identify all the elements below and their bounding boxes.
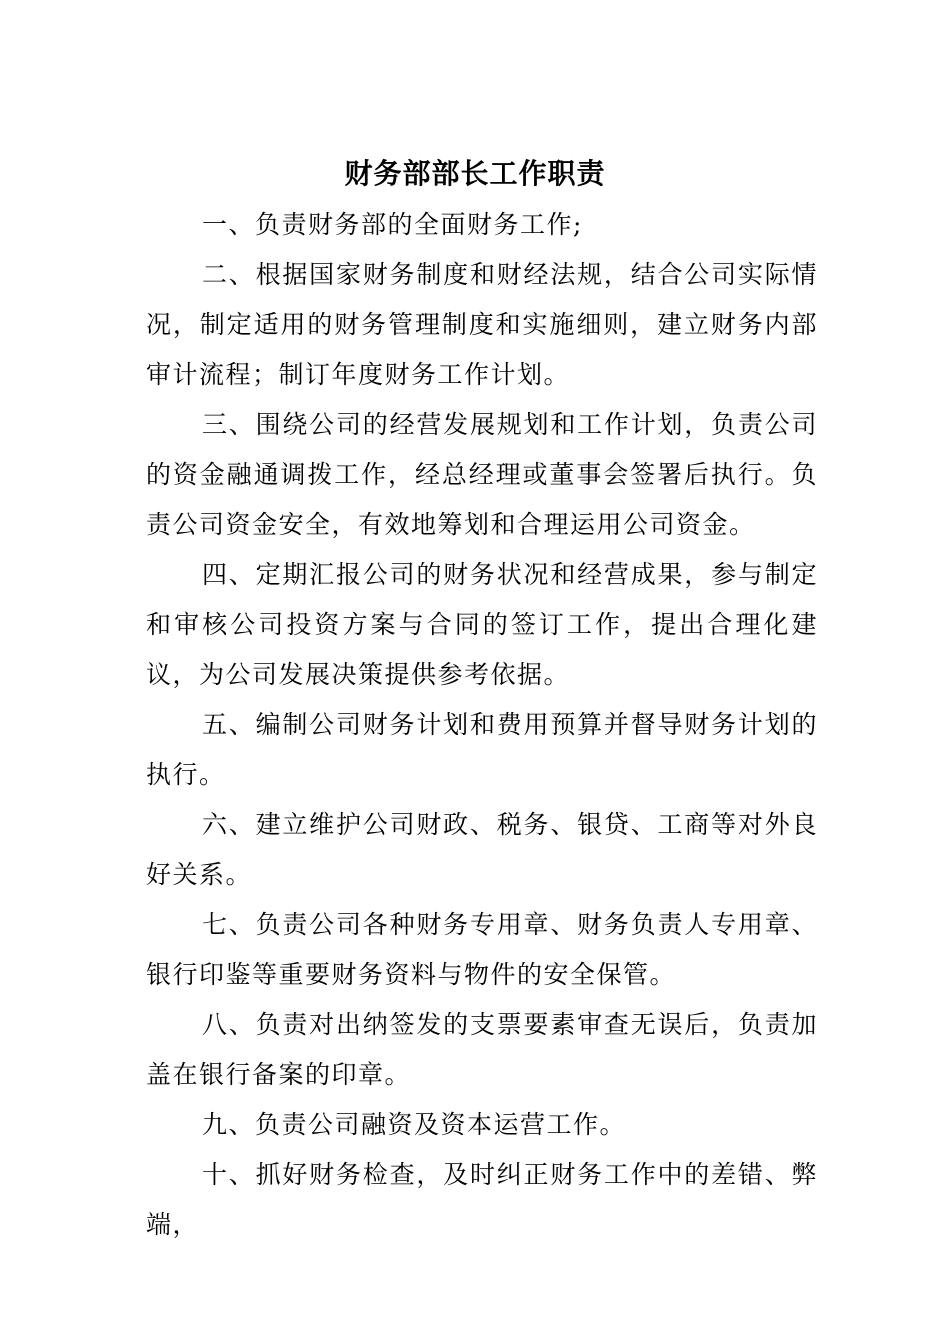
document-title: 财务部部长工作职责 [344,157,606,190]
paragraph-10: 十、抓好财务检查，及时纠正财务工作中的差错、弊端， [146,1160,818,1239]
paragraph-5: 五、编制公司财务计划和费用预算并督导财务计划的执行。 [146,710,818,789]
paragraph-3: 三、围绕公司的经营发展规划和工作计划，负责公司的资金融通调拨工作，经总经理或董事会签署后执行。负责公司资金安全，有效地筹划和合理运用公司资金。 [146,410,818,539]
paragraph-9: 九、负责公司融资及资本运营工作。 [202,1110,627,1139]
paragraph-4: 四、定期汇报公司的财务状况和经营成果，参与制定和审核公司投资方案与合同的签订工作，提出合理化建议，为公司发展决策提供参考依据。 [146,560,818,689]
paragraph-2: 二、根据国家财务制度和财经法规，结合公司实际情况，制定适用的财务管理制度和实施细则，建立财务内部审计流程；制订年度财务工作计划。 [146,260,818,389]
document-body [146,200,818,1250]
paragraph-6: 六、建立维护公司财政、税务、银贷、工商等对外良好关系。 [146,810,818,889]
paragraph-7: 七、负责公司各种财务专用章、财务负责人专用章、银行印鉴等重要财务资料与物件的安全保管。 [146,910,818,989]
paragraph-1: 一、负责财务部的全面财务工作; [202,210,583,239]
paragraph-8: 八、负责对出纳签发的支票要素审查无误后，负责加盖在银行备案的印章。 [146,1010,818,1089]
